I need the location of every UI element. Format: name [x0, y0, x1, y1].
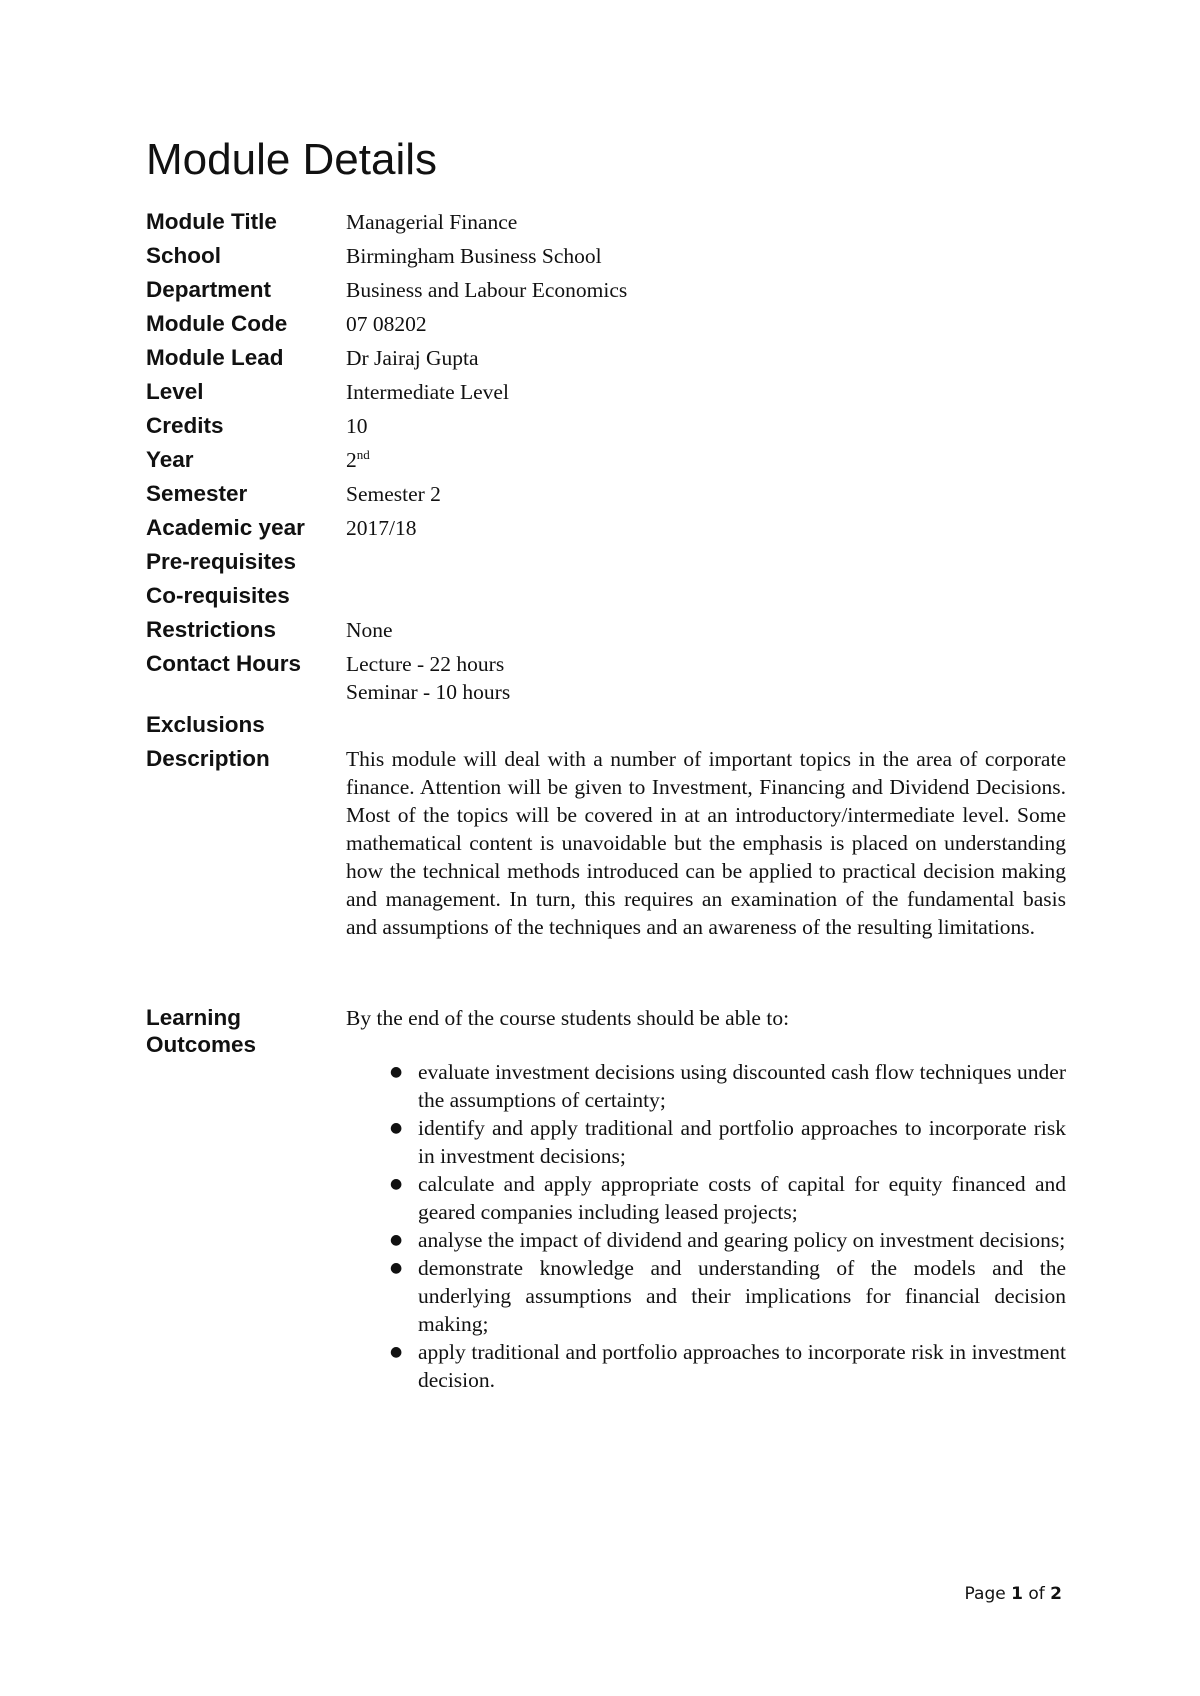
detail-label: Pre-requisites — [146, 549, 297, 574]
detail-row-credits — [146, 409, 1066, 443]
module-details-table — [146, 205, 1066, 1394]
detail-row-module-lead — [146, 341, 1066, 375]
page-total: 2 — [1050, 1584, 1062, 1604]
outcome-text: evaluate investment decisions using discounted cash flow techniques under the assumptions of certainty; — [418, 1060, 1066, 1112]
detail-value: Intermediate Level — [346, 380, 509, 404]
detail-value: Managerial Finance — [346, 210, 518, 234]
detail-row-learning-outcomes — [146, 1001, 1066, 1394]
detail-row-exclusions — [146, 708, 1066, 742]
year-number: 2 — [346, 448, 357, 472]
detail-row-module-title — [146, 205, 1066, 239]
detail-row-description — [146, 742, 1066, 941]
list-item — [346, 1338, 1066, 1394]
detail-label: Department — [146, 277, 272, 302]
detail-label: Co-requisites — [146, 583, 290, 608]
page-word: Page — [964, 1584, 1006, 1604]
detail-value: 2017/18 — [346, 516, 417, 540]
bullet-icon: ● — [390, 1260, 403, 1276]
detail-row-year — [146, 443, 1066, 477]
detail-label: Credits — [146, 413, 224, 438]
detail-value: 10 — [346, 414, 368, 438]
learning-outcomes-label-line2: Outcomes — [146, 1032, 257, 1057]
list-item — [346, 1114, 1066, 1170]
learning-outcomes-list — [346, 1058, 1066, 1394]
contact-hours-seminar: Seminar - 10 hours — [346, 680, 511, 704]
detail-label: Description — [146, 746, 270, 771]
detail-label — [146, 1001, 346, 1058]
outcome-text: calculate and apply appropriate costs of capital for equity financed and geared companies including leased projects; — [418, 1172, 1066, 1224]
page-number: 1 — [1011, 1584, 1023, 1604]
detail-label: Year — [146, 447, 194, 472]
detail-label: Exclusions — [146, 712, 265, 737]
description-text: This module will deal with a number of important topics in the area of corporate finance. Attention will be given to Investment, Financing and Dividend Decisions. Most of the topics will be covered in at an introductory/intermediate level. Some mathematical content is unavoidable but the emphasis is placed on understanding how the technical methods introduced can be applied to practical decision making and management. In turn, this requires an examination of the fundamental basis and assumptions of the techniques and an awareness of the resulting limitations. — [346, 747, 1066, 939]
year-ordinal-suffix: nd — [356, 446, 370, 462]
detail-value: 07 08202 — [346, 312, 427, 336]
detail-value — [346, 647, 1066, 706]
detail-value: Dr Jairaj Gupta — [346, 346, 479, 370]
bullet-icon: ● — [390, 1064, 403, 1080]
learning-outcomes-intro: By the end of the course students should be able to: — [346, 1006, 790, 1030]
page-title: Module Details — [146, 135, 438, 184]
bullet-icon: ● — [390, 1344, 403, 1360]
outcome-text: identify and apply traditional and portfolio approaches to incorporate risk in investment decisions; — [418, 1116, 1066, 1168]
detail-label: Semester — [146, 481, 248, 506]
detail-label: Academic year — [146, 515, 305, 540]
list-item — [346, 1254, 1066, 1338]
list-item — [346, 1170, 1066, 1226]
detail-label: Contact Hours — [146, 651, 302, 676]
detail-row-level — [146, 375, 1066, 409]
detail-label: Module Lead — [146, 345, 284, 370]
detail-label: Restrictions — [146, 617, 277, 642]
detail-row-pre-requisites — [146, 545, 1066, 579]
learning-outcomes-content — [346, 1001, 1066, 1394]
detail-value: Semester 2 — [346, 482, 441, 506]
bullet-icon: ● — [390, 1120, 403, 1136]
detail-row-school — [146, 239, 1066, 273]
detail-value: Business and Labour Economics — [346, 278, 628, 302]
detail-label: Module Title — [146, 209, 277, 234]
detail-row-department — [146, 273, 1066, 307]
detail-label: School — [146, 243, 222, 268]
detail-label: Module Code — [146, 311, 288, 336]
outcome-text: apply traditional and portfolio approaches to incorporate risk in investment decision. — [418, 1340, 1066, 1392]
outcome-text: analyse the impact of dividend and gearing policy on investment decisions; — [418, 1228, 1066, 1252]
of-word: of — [1028, 1584, 1045, 1604]
detail-label: Level — [146, 379, 204, 404]
contact-hours-lecture: Lecture - 22 hours — [346, 652, 505, 676]
detail-row-co-requisites — [146, 579, 1066, 613]
detail-value: None — [346, 618, 393, 642]
list-item — [346, 1058, 1066, 1114]
list-item — [346, 1226, 1066, 1254]
bullet-icon: ● — [390, 1176, 403, 1192]
bullet-icon: ● — [390, 1232, 403, 1248]
outcome-text: demonstrate knowledge and understanding of the models and the underlying assumptions and their implications for financial decision making; — [418, 1256, 1066, 1336]
learning-outcomes-label-line1: Learning — [146, 1005, 242, 1030]
page-footer — [965, 1584, 1062, 1604]
detail-row-restrictions — [146, 613, 1066, 647]
detail-row-semester — [146, 477, 1066, 511]
detail-value — [346, 443, 1066, 477]
detail-value: Birmingham Business School — [346, 244, 602, 268]
detail-row-contact-hours — [146, 647, 1066, 706]
detail-row-academic-year — [146, 511, 1066, 545]
detail-row-module-code — [146, 307, 1066, 341]
